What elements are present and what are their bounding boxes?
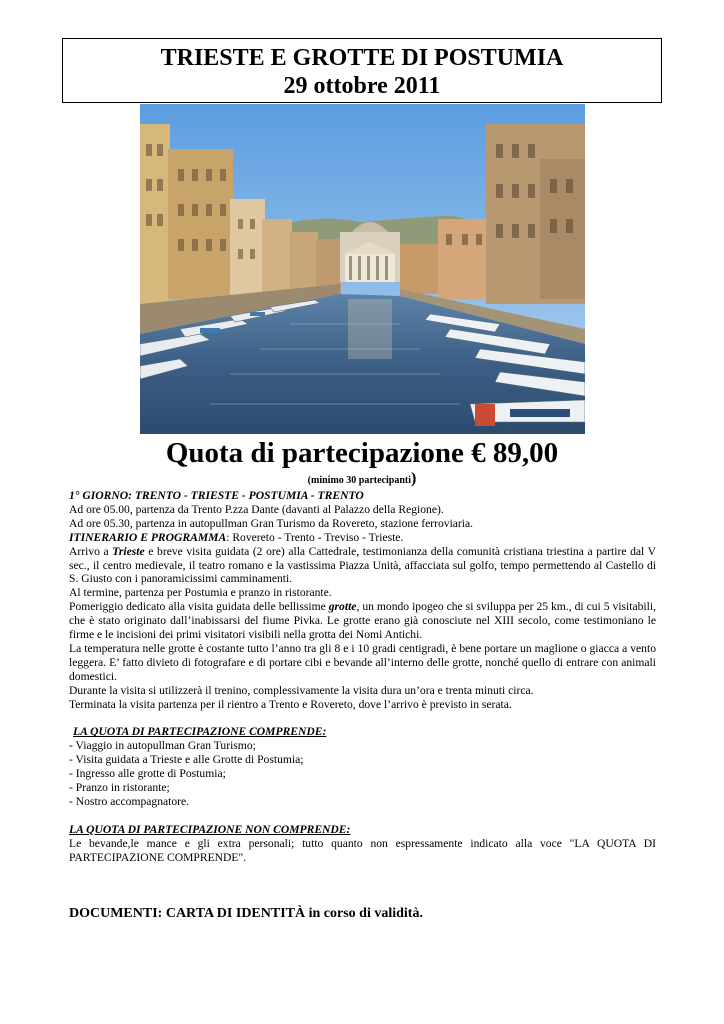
spacer xyxy=(69,809,656,823)
afternoon-pre: Pomeriggio dedicato alla visita guidata delle bellissime xyxy=(69,600,329,614)
includes-item: - Ingresso alle grotte di Postumia; xyxy=(69,767,226,781)
itinerary-text: : Rovereto - Trento - Treviso - Trieste. xyxy=(226,530,404,544)
documents-label: DOCUMENTI: CARTA DI IDENTITÀ xyxy=(69,906,306,921)
itinerary-line xyxy=(69,531,656,545)
day1-heading: 1° GIORNO: TRENTO - TRIESTE - POSTUMIA - TRENTO xyxy=(69,489,364,502)
afternoon-text: , un mondo ipogeo che si sviluppa per 25 km., di cui 5 visitabili, che è stato originato dall’inabissarsi del fiume Pivka. Le grotte erano già conosciute nel XIII secolo, come testimoniano le firme e le incisioni dei primi visitatori visibili nella grotta dei Nomi Antichi. xyxy=(69,600,656,642)
spacer xyxy=(69,712,656,726)
arrival-city: Trieste xyxy=(112,544,145,558)
arrival-paragraph xyxy=(69,545,656,587)
documents-suffix: in corso di validità. xyxy=(305,906,423,921)
return-line: Terminata la visita partenza per il rientro a Trento e Rovereto, dove l’arrivo è previsto in serata. xyxy=(69,697,512,711)
includes-item: - Pranzo in ristorante; xyxy=(69,781,170,795)
train-line: Durante la visita si utilizzerà il trenino, complessivamente la visita dura un’ora e trenta minuti circa. xyxy=(69,683,534,697)
program-content xyxy=(69,489,656,864)
documents-line xyxy=(69,905,423,922)
minimum-participants-text: (minimo 30 partecipanti xyxy=(307,475,411,486)
includes-item: - Viaggio in autopullman Gran Turismo; xyxy=(69,739,256,753)
page-title: TRIESTE E GROTTE DI POSTUMIA xyxy=(160,45,564,71)
lunch-line: Al termine, partenza per Postumia e pranzo in ristorante. xyxy=(69,586,332,600)
day1-line2: Ad ore 05.30, partenza in autopullman Gran Turismo da Rovereto, stazione ferroviaria. xyxy=(69,516,474,530)
excludes-text: Le bevande,le mance e gli extra personali; tutto quanto non espressamente indicato alla voce "LA QUOTA DI PARTECIPAZIONE COMPRENDE". xyxy=(69,836,656,864)
arrival-pre: Arrivo a xyxy=(69,544,113,558)
minimum-participants: (minimo 30 partecipanti) xyxy=(307,470,417,487)
includes-heading: LA QUOTA DI PARTECIPAZIONE COMPRENDE: xyxy=(73,725,327,739)
arrival-text: e breve visita guidata (2 ore) alla Cattedrale, testimonianza della comunità cristiana triestina a partire dal V sec., il centro medievale, il teatro romano e la vastissima Piazza Unità, affacciata sul golfo, tempo permettendo al Castello di S. Giusto con i panoramicissimi camminamenti. xyxy=(69,544,657,586)
trieste-canal-photo xyxy=(140,104,585,434)
temperature-paragraph: La temperatura nelle grotte è costante tutto l’anno tra gli 8 e i 10 gradi centigradi, è bene portare un maglione o giacca a vento leggera. E’ fatto divieto di fotografare e di portare cibi e bevande all’interno delle grotte, nonché quello di entrare con animali domestici. xyxy=(69,641,656,683)
includes-item: - Visita guidata a Trieste e alle Grotte di Postumia; xyxy=(69,753,304,767)
afternoon-paragraph xyxy=(69,600,656,642)
day1-line1: Ad ore 05.00, partenza da Trento P.zza Dante (davanti al Palazzo della Regione). xyxy=(69,502,444,516)
afternoon-word: grotte xyxy=(328,600,357,614)
title-box xyxy=(62,38,662,103)
trip-date: 29 ottobre 2011 xyxy=(283,73,441,99)
price-heading: Quota di partecipazione € 89,00 xyxy=(165,437,559,469)
itinerary-label: ITINERARIO E PROGRAMMA xyxy=(69,530,227,544)
includes-item: - Nostro accompagnatore. xyxy=(69,794,190,808)
excludes-heading: LA QUOTA DI PARTECIPAZIONE NON COMPRENDE: xyxy=(69,822,351,836)
